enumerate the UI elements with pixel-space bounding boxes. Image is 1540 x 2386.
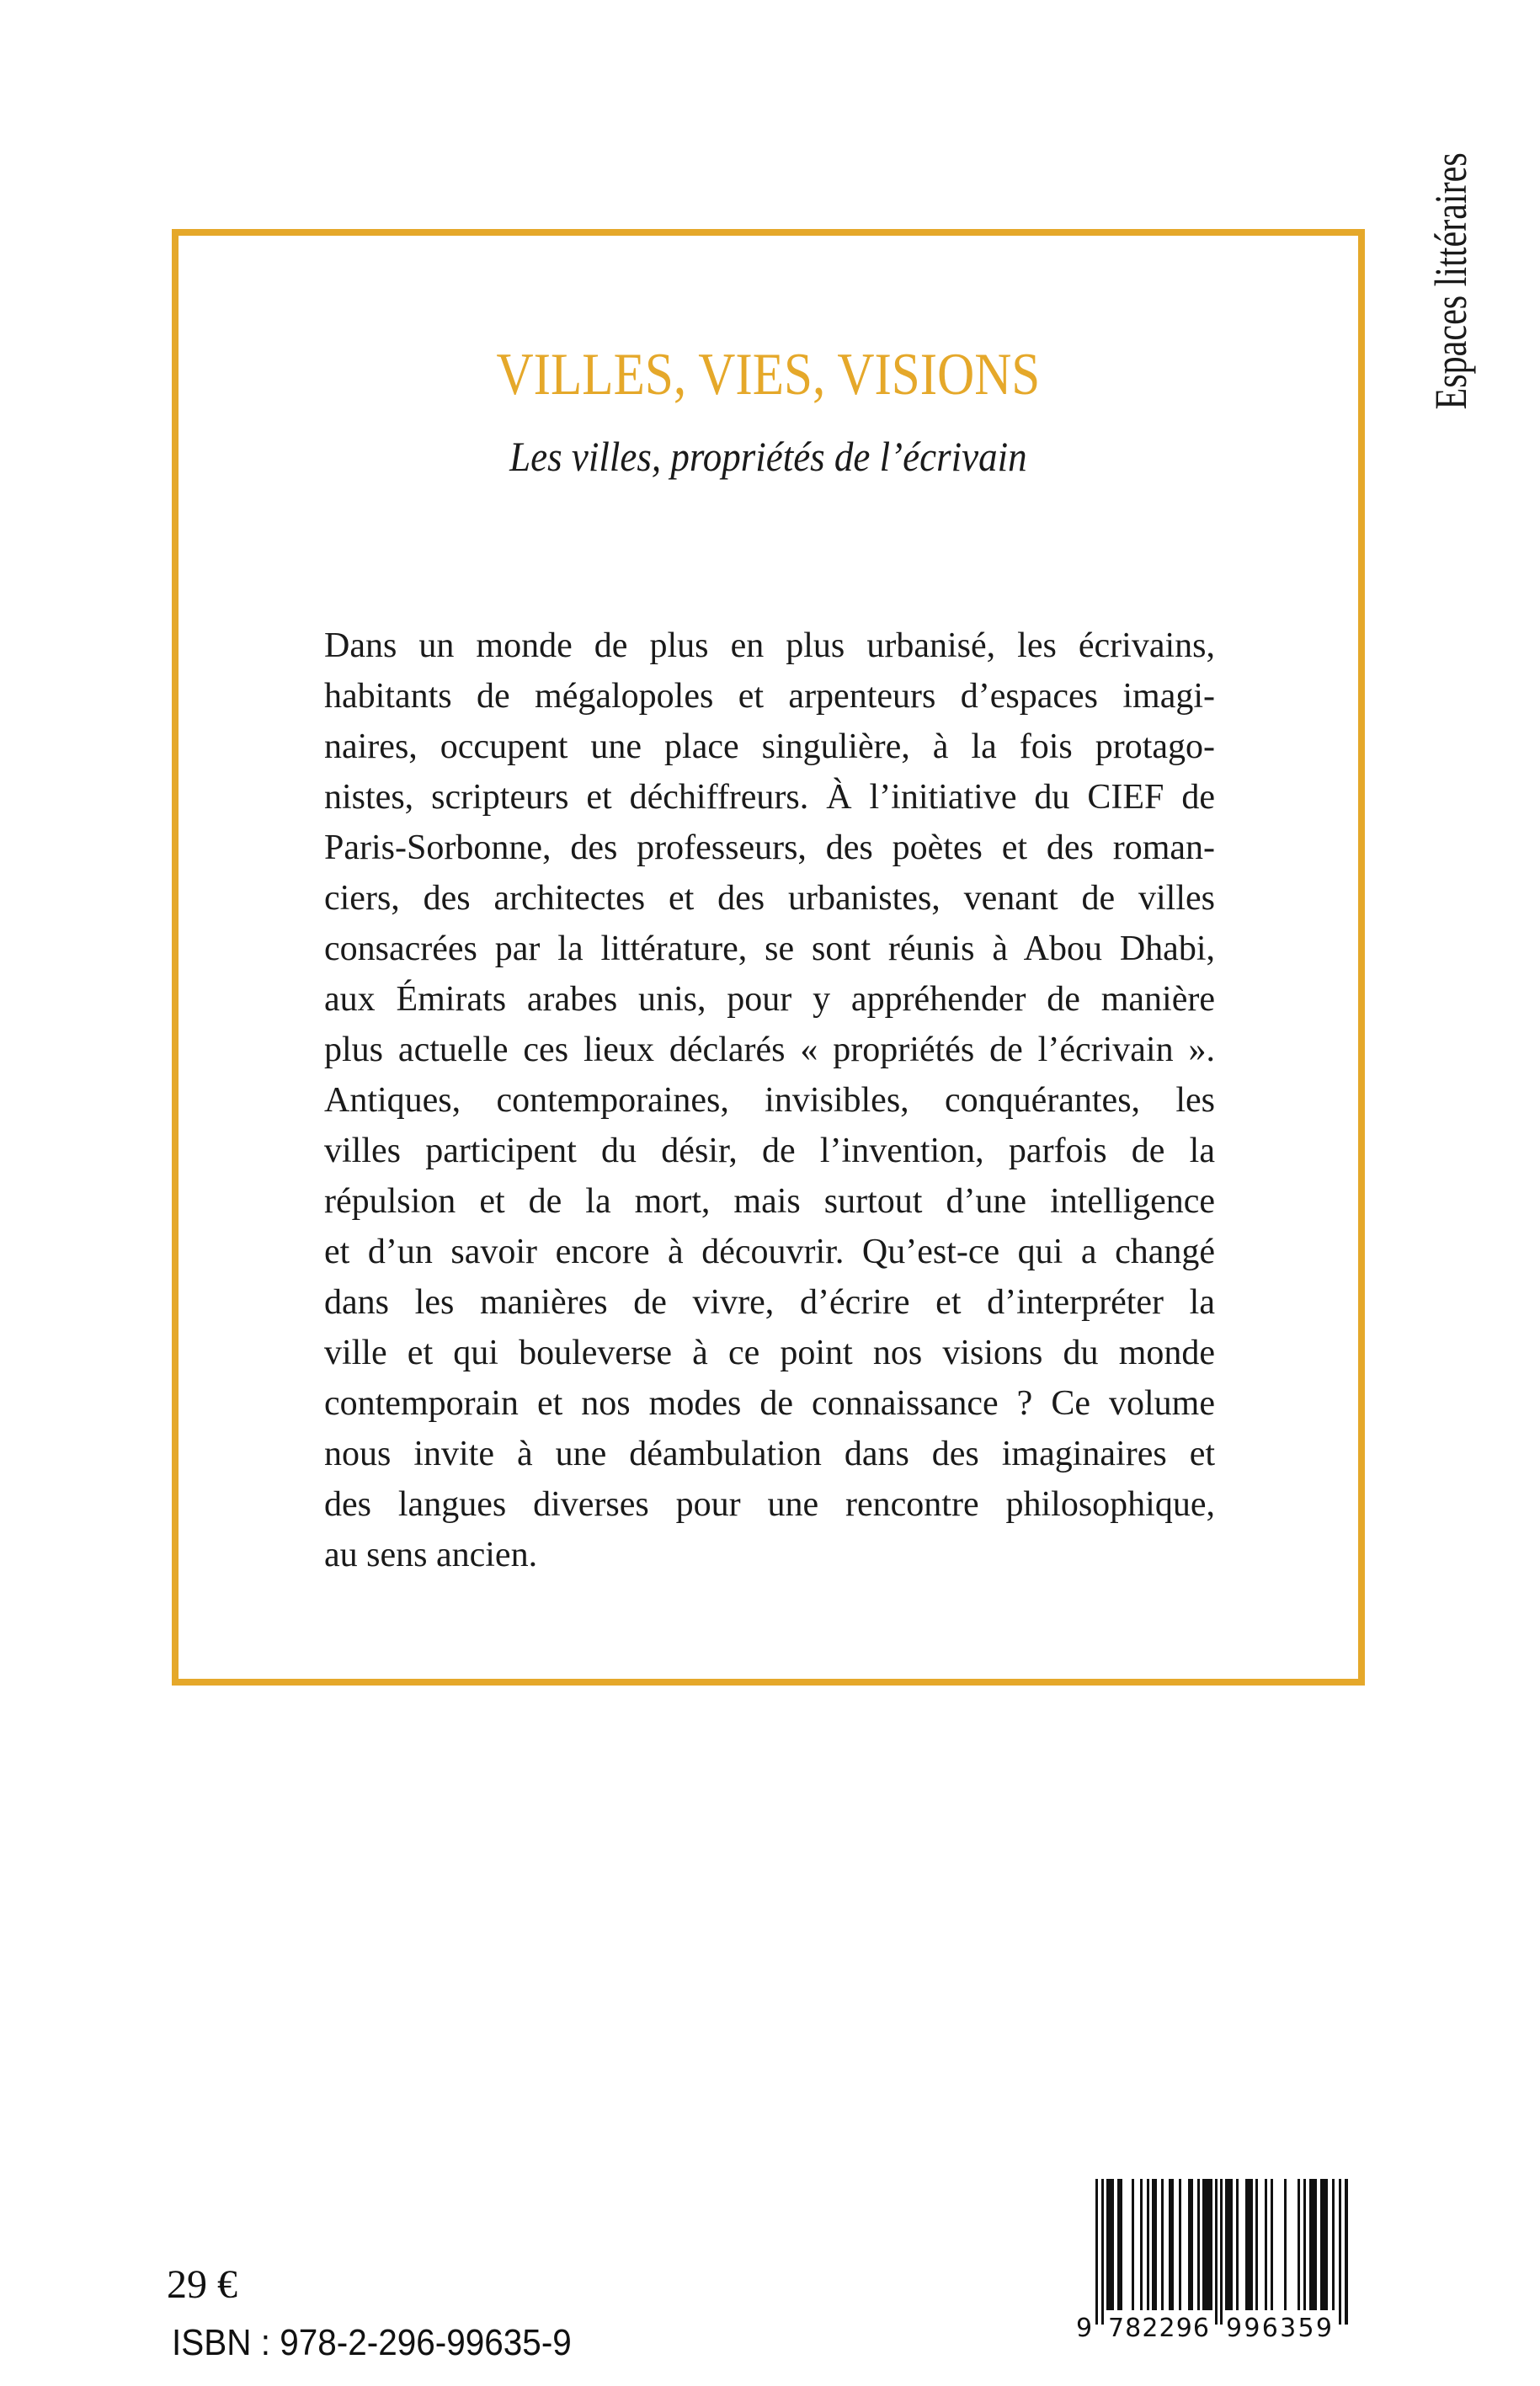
barcode (1069, 2179, 1369, 2347)
barcode-left-digits: 782296 (1108, 2314, 1209, 2343)
series-name: Espaces littéraires (1425, 152, 1476, 410)
blurb-line: et d’un savoir encore à découvrir. Qu’est-ce qui a changé (324, 1233, 1215, 1271)
blurb-line: villes participent du désir, de l’invention, parfois de la (324, 1132, 1215, 1170)
barcode-right-digits: 996359 (1226, 2314, 1332, 2343)
blurb-line: nous invite à une déambulation dans des imaginaires et (324, 1435, 1215, 1473)
blurb-text (324, 620, 1215, 1580)
barcode-icon (1069, 2179, 1369, 2347)
blurb-line: habitants de mégalopoles et arpenteurs d’espaces imagi- (324, 677, 1215, 716)
blurb-line: nistes, scripteurs et déchiffreurs. À l’initiative du CIEF de (324, 778, 1215, 817)
book-subtitle-text: Les villes, propriétés de l’écrivain (509, 433, 1027, 480)
blurb-line: ville et qui bouleverse à ce point nos visions du monde (324, 1334, 1215, 1372)
blurb-line: naires, occupent une place singulière, à la fois protago- (324, 727, 1215, 766)
blurb-line: contemporain et nos modes de connaissance ? Ce volume (324, 1384, 1215, 1423)
price: 29 € (167, 2262, 237, 2307)
barcode-first-digit: 9 (1076, 2314, 1093, 2343)
blurb-line: consacrées par la littérature, se sont réunis à Abou Dhabi, (324, 929, 1215, 968)
isbn-label: ISBN : 978-2-296-99635-9 (172, 2322, 572, 2363)
blurb-line: des langues diverses pour une rencontre philosophique, (324, 1485, 1215, 1524)
blurb-line: Antiques, contemporaines, invisibles, conquérantes, les (324, 1081, 1215, 1120)
book-subtitle (172, 431, 1365, 482)
blurb-line: Dans un monde de plus en plus urbanisé, les écrivains, (324, 626, 1215, 665)
book-title (172, 341, 1365, 408)
spine-series-label (1425, 147, 1477, 442)
blurb-line: Paris-Sorbonne, des professeurs, des poètes et des roman- (324, 828, 1215, 867)
blurb-line: au sens ancien. (324, 1536, 538, 1574)
blurb-line: plus actuelle ces lieux déclarés « propriétés de l’écrivain ». (324, 1031, 1215, 1069)
blurb-line: dans les manières de vivre, d’écrire et d’interpréter la (324, 1283, 1215, 1322)
blurb-line: ciers, des architectes et des urbanistes, venant de villes (324, 879, 1215, 918)
blurb-line: répulsion et de la mort, mais surtout d’une intelligence (324, 1182, 1215, 1221)
blurb-line: aux Émirats arabes unis, pour y appréhender de manière (324, 980, 1215, 1019)
book-title-text: VILLES, VIES, VISIONS (496, 342, 1041, 407)
